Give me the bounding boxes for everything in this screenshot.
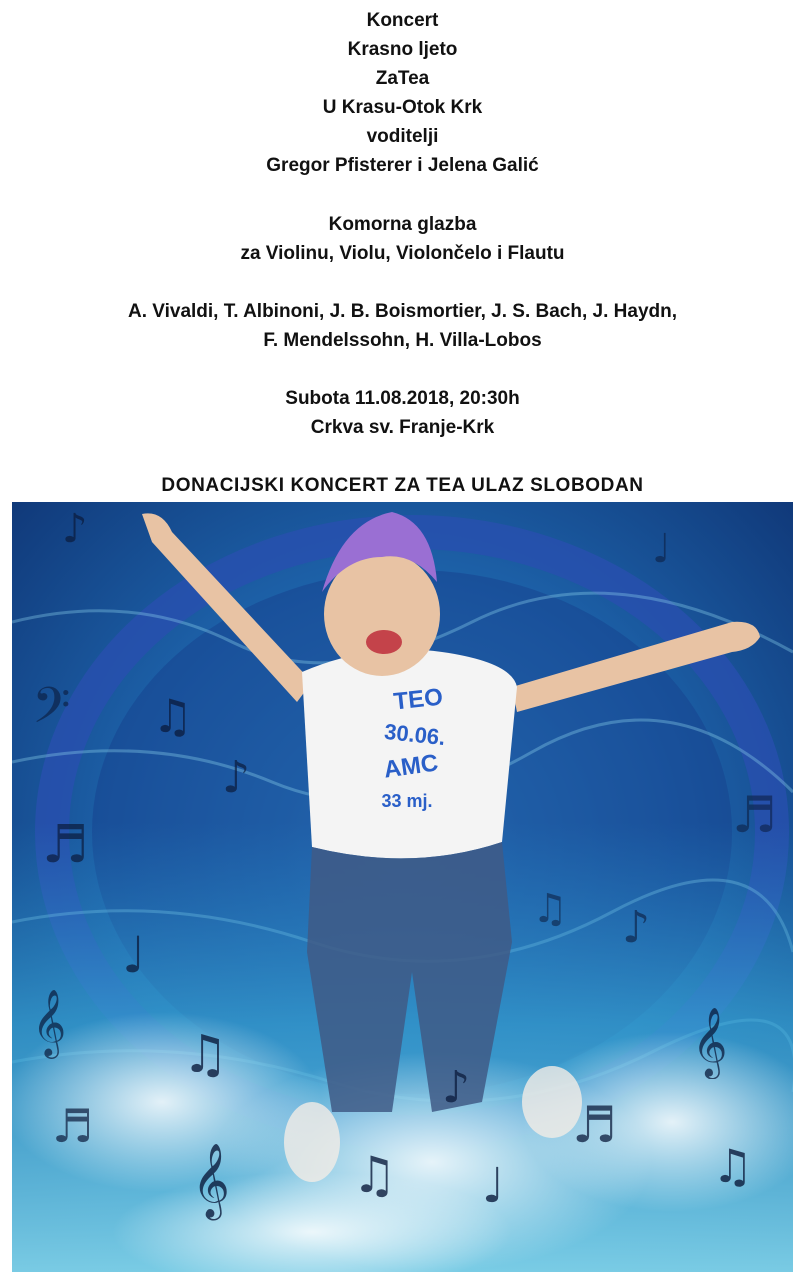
music-note: ♪: [622, 902, 651, 953]
hosts-label: voditelji: [366, 126, 439, 147]
music-note: ♬: [572, 1096, 617, 1154]
music-note: ♩: [652, 526, 671, 572]
composers-line-2: F. Mendelssohn, H. Villa-Lobos: [263, 330, 542, 351]
music-note: ♪: [62, 506, 88, 552]
music-note: ♩: [122, 926, 146, 984]
music-note: ♬: [42, 815, 89, 875]
concert-subtitle: ZaTea: [375, 68, 430, 89]
donation-notice: DONACIJSKI KONCERT ZA TEA ULAZ SLOBODAN: [161, 475, 644, 496]
shirt-initials: AMC: [382, 749, 440, 784]
concert-location: U Krasu-Otok Krk: [322, 97, 483, 118]
event-venue: Crkva sv. Franje-Krk: [310, 417, 495, 438]
bass-clef-symbol: 𝄢: [32, 677, 71, 747]
shirt-name: TEO: [392, 683, 445, 716]
music-note: ♫: [712, 1139, 754, 1193]
shirt-age: 33 mj.: [381, 791, 433, 811]
child-mouth: [366, 630, 402, 654]
treble-clef-symbol: 𝄞: [32, 988, 67, 1056]
event-datetime: Subota 11.08.2018, 20:30h: [285, 388, 520, 409]
shirt-date: 30.06.: [383, 718, 447, 751]
music-note: ♬: [52, 1099, 94, 1153]
music-note: ♫: [152, 689, 194, 743]
music-note: ♪: [442, 1062, 471, 1113]
treble-clef-symbol: 𝄞: [692, 1007, 728, 1077]
poster-photo: [12, 502, 793, 1272]
hosts-names: Gregor Pfisterer i Jelena Galić: [266, 155, 539, 176]
music-note: ♩: [482, 1158, 505, 1214]
program-genre: Komorna glazba: [328, 214, 477, 235]
poster-title: Koncert: [366, 10, 439, 31]
music-note: ♬: [732, 786, 777, 844]
child-left-foot: [284, 1102, 340, 1182]
music-note: ♫: [182, 1025, 229, 1085]
composers-line-1: A. Vivaldi, T. Albinoni, J. B. Boismortier, J. S. Bach, J. Haydn,: [127, 301, 678, 322]
music-note: ♫: [532, 886, 568, 932]
treble-clef-symbol: 𝄞: [192, 1144, 230, 1218]
program-instruments: za Violinu, Violu, Violončelo i Flautu: [240, 243, 565, 264]
concert-name: Krasno ljeto: [347, 39, 458, 60]
music-note: ♪: [222, 752, 251, 803]
music-note: ♫: [352, 1146, 397, 1204]
